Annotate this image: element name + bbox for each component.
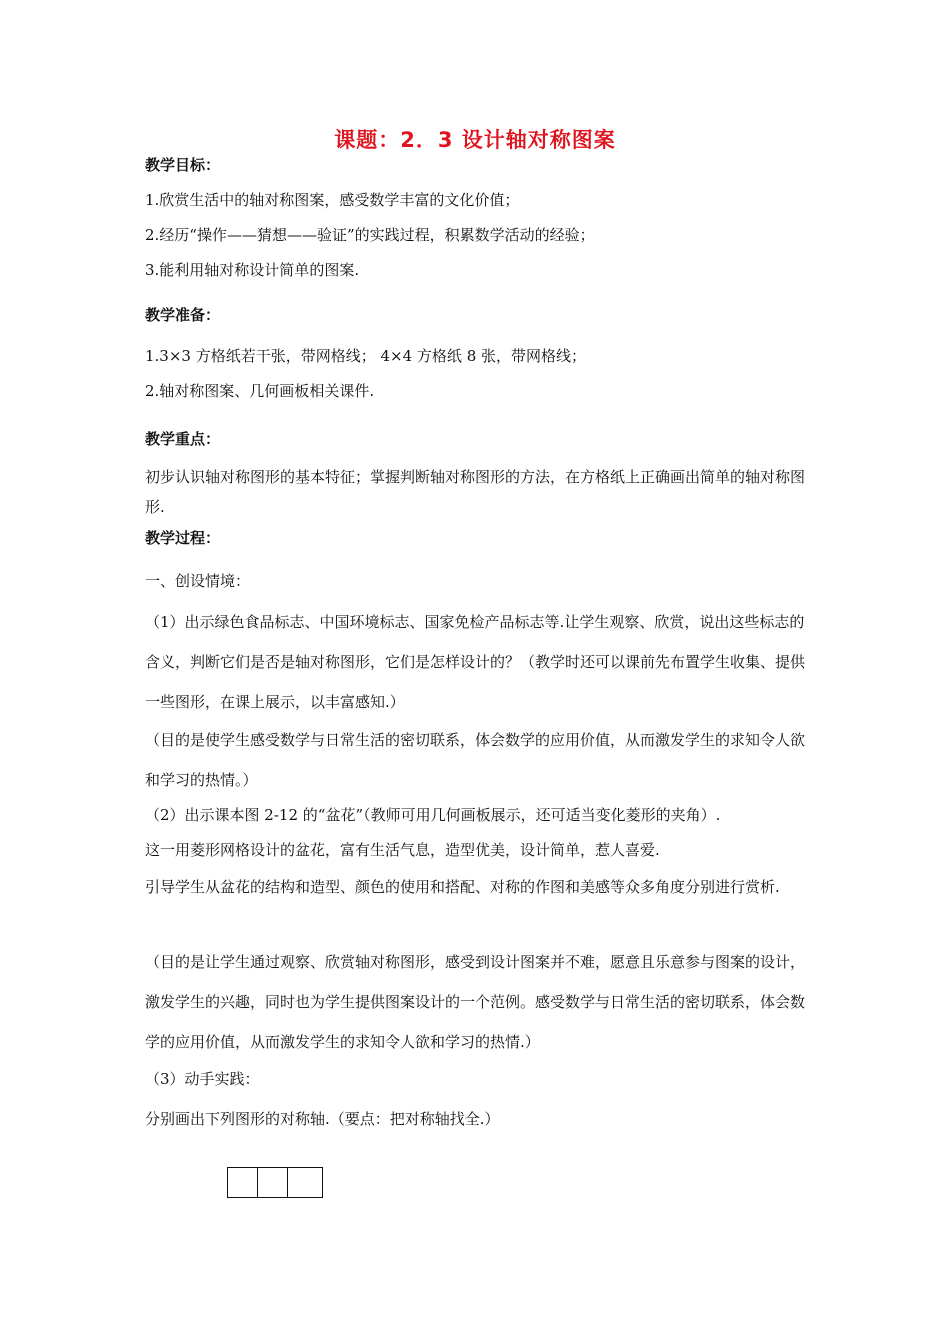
para-3a: （2）出示课本图 2-12 的“盆花”（教师可用几何画板展示，还可适当变化菱形的夹角）.: [145, 806, 721, 824]
goal-item-3: 3.能利用轴对称设计简单的图案.: [145, 261, 360, 279]
section-1-heading: 一、创设情境：: [145, 572, 251, 590]
para-1: （1）出示绿色食品标志、中国环境标志、国家免检产品标志等.让学生观察、欣赏，说出这些标志的含义，判断它们是否是轴对称图形，它们是怎样设计的？（教学时还可以课前先布置学生收集、提供一些图形，在课上展示，以丰富感知.）: [145, 613, 806, 711]
para-4: 引导学生从盆花的结构和造型、颜色的使用和搭配、对称的作图和美感等众多角度分别进行赏析.: [145, 878, 780, 896]
goals-heading: 教学目标：: [145, 156, 221, 174]
grid-cell: [258, 1168, 288, 1197]
para-5: （目的是让学生通过观察、欣赏轴对称图形，感受到设计图案并不难，愿意且乐意参与图案的设计，激发学生的兴趣，同时也为学生提供图案设计的一个范例。感受数学与日常生活的密切联系，体会数学的应用价值，从而激发学生的求知令人欲和学习的热情.）: [145, 953, 806, 1051]
goal-item-2: 2.经历“操作——猜想——验证”的实践过程，积累数学活动的经验；: [145, 226, 595, 244]
para-3b: 这一用菱形网格设计的盆花，富有生活气息，造型优美，设计简单，惹人喜爱.: [145, 841, 660, 859]
key-heading: 教学重点：: [145, 430, 221, 448]
para-2: （目的是使学生感受数学与日常生活的密切联系，体会数学的应用价值，从而激发学生的求知令人欲和学习的热情。）: [145, 731, 806, 789]
goal-item-1: 1.欣赏生活中的轴对称图案，感受数学丰富的文化价值；: [145, 191, 520, 209]
prep-item-2: 2.轴对称图案、几何画板相关课件.: [145, 382, 375, 400]
grid-figure: [227, 1167, 323, 1198]
page-title: 课题：2．3 设计轴对称图案: [334, 128, 616, 152]
prep-item-1: 1.3×3 方格纸若干张，带网格线； 4×4 方格纸 8 张，带网格线；: [145, 347, 587, 365]
prep-heading: 教学准备：: [145, 306, 221, 324]
para-6: （3）动手实践：: [145, 1070, 260, 1088]
para-7: 分别画出下列图形的对称轴.（要点：把对称轴找全.）: [145, 1110, 500, 1128]
grid-cell: [228, 1168, 258, 1197]
key-text: 初步认识轴对称图形的基本特征；掌握判断轴对称图形的方法，在方格纸上正确画出简单的轴对称图形.: [145, 468, 806, 516]
process-heading: 教学过程：: [145, 529, 221, 547]
grid-cell: [288, 1168, 322, 1197]
